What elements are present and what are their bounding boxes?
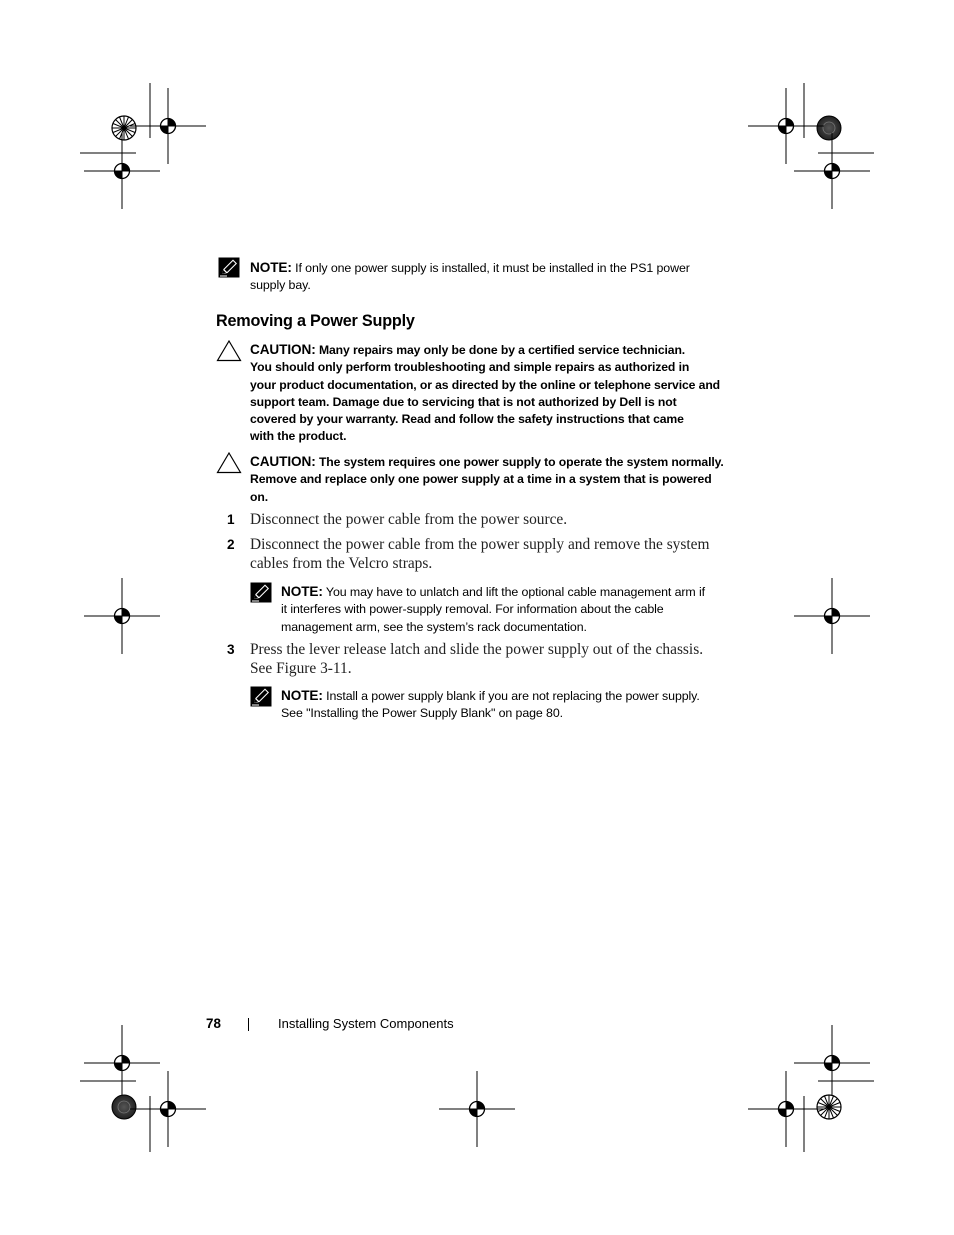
step-text	[250, 641, 703, 678]
step-line: Disconnect the power cable from the power source.	[250, 511, 568, 528]
registration-mark-icon	[112, 116, 136, 140]
caution-line: support team. Damage due to servicing that is not authorized by Dell is not	[250, 394, 677, 409]
pencil-note-icon	[250, 686, 272, 707]
registration-mark-icon	[748, 1071, 824, 1147]
caution-line: You should only perform troubleshooting and simple repairs as authorized in	[250, 360, 690, 375]
step-line: Press the lever release latch and slide the power supply out of the chassis.	[250, 641, 704, 658]
note-line: management arm, see the system’s rack documentation.	[281, 619, 587, 634]
caution-callout	[250, 453, 724, 506]
caution-triangle-icon	[216, 339, 242, 362]
caution-line: covered by your warranty. Read and follow the safety instructions that came	[250, 412, 684, 427]
caution-line: with the product.	[250, 429, 347, 444]
note-label: NOTE:	[281, 584, 323, 599]
note-line: You may have to unlatch and lift the optional cable management arm if	[325, 585, 705, 599]
registration-mark-icon	[794, 578, 870, 654]
registration-mark-icon	[748, 88, 824, 164]
note-callout	[281, 583, 705, 636]
caution-line: Remove and replace only one power supply at a time in a system that is powered	[250, 472, 712, 487]
step-text	[250, 511, 567, 530]
footer-divider	[248, 1018, 249, 1031]
registration-mark-icon	[817, 116, 841, 140]
registration-mark-icon	[84, 578, 160, 654]
pencil-note-icon	[250, 582, 272, 603]
registration-mark-icon	[817, 1095, 841, 1119]
caution-label: CAUTION:	[250, 342, 316, 357]
caution-line: Many repairs may only be done by a certified service technician.	[318, 343, 686, 357]
registration-mark-icon	[794, 133, 870, 209]
step-number: 2	[227, 537, 235, 552]
step-text	[250, 536, 709, 573]
section-heading: Removing a Power Supply	[216, 312, 415, 330]
registration-mark-icon	[84, 133, 160, 209]
note-callout	[281, 687, 700, 723]
registration-mark-icon	[130, 1071, 206, 1147]
note-line: Install a power supply blank if you are not replacing the power supply.	[326, 689, 700, 703]
caution-triangle-icon	[216, 451, 242, 474]
step-line: See Figure 3-11.	[250, 659, 352, 677]
note-label: NOTE:	[250, 260, 292, 275]
note-line: it interferes with power-supply removal. For information about the cable	[281, 602, 664, 617]
caution-line: on.	[250, 489, 268, 504]
caution-line: The system requires one power supply to operate the system normally.	[318, 455, 724, 469]
registration-mark-icon	[794, 1025, 870, 1101]
caution-line: your product documentation, or as directed by the online or telephone service and	[250, 377, 721, 392]
registration-mark-icon	[439, 1071, 515, 1147]
registration-mark-icon	[112, 1095, 136, 1119]
registration-mark-icon	[84, 1025, 160, 1101]
registration-mark-icon	[130, 88, 206, 164]
note-label: NOTE:	[281, 688, 323, 703]
step-number: 1	[227, 512, 235, 527]
note-line: supply bay.	[250, 278, 311, 293]
caution-label: CAUTION:	[250, 454, 316, 469]
footer-section-title: Installing System Components	[278, 1016, 454, 1031]
note-line: See "Installing the Power Supply Blank" on page 80.	[281, 706, 563, 721]
note-line: If only one power supply is installed, it must be installed in the PS1 power	[295, 261, 690, 275]
page-number: 78	[206, 1016, 221, 1031]
caution-callout	[250, 341, 720, 446]
step-line: cables from the Velcro straps.	[250, 554, 433, 572]
step-number: 3	[227, 642, 235, 657]
pencil-note-icon	[218, 257, 240, 278]
step-line: Disconnect the power cable from the power supply and remove the system	[250, 536, 710, 553]
note-callout	[250, 259, 690, 295]
